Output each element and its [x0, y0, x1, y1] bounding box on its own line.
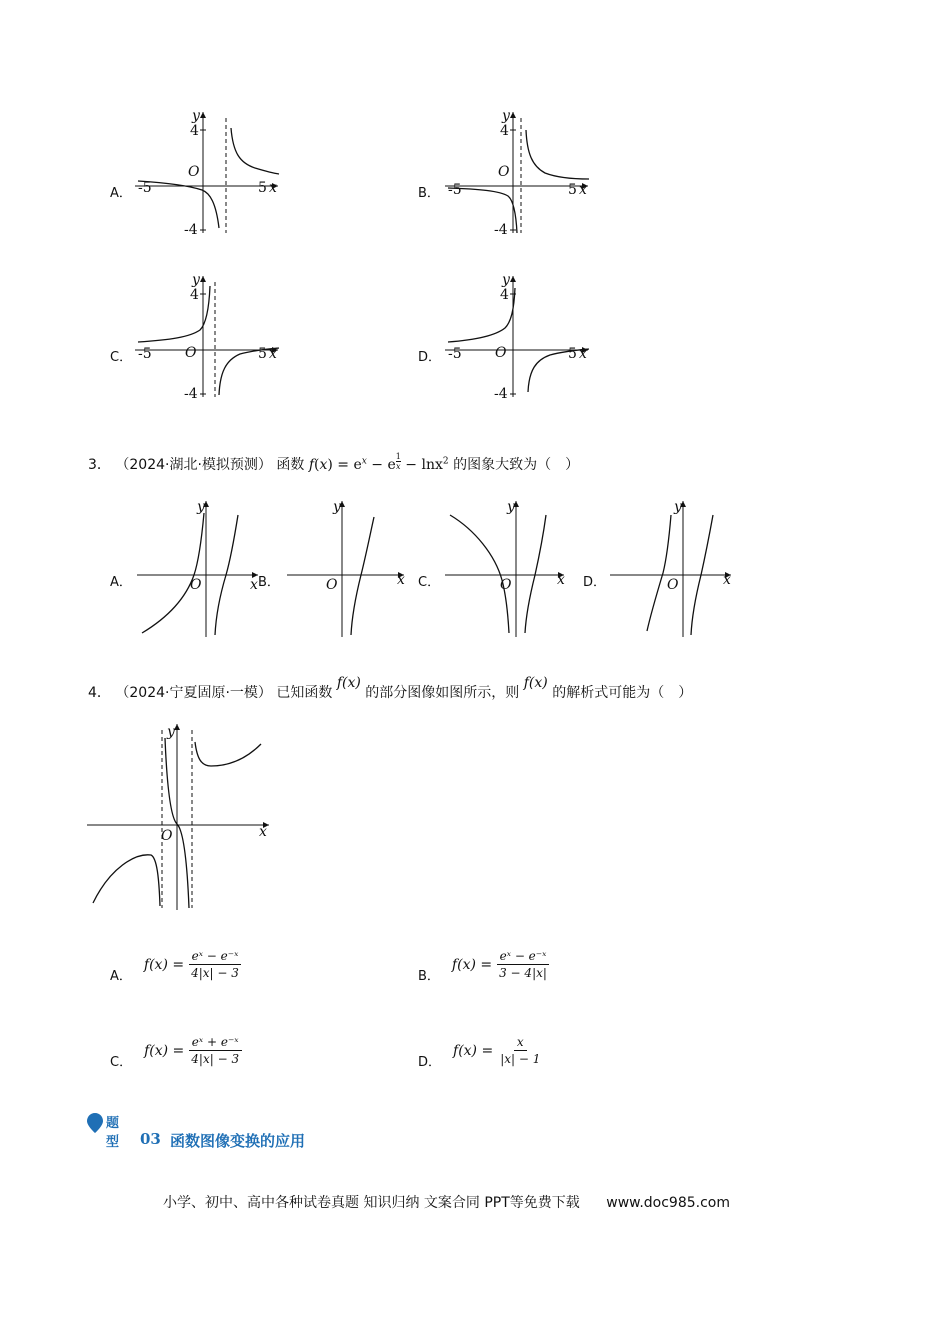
- y-axis-label: y: [197, 499, 205, 515]
- y-axis-label: y: [674, 499, 682, 515]
- q4-option-a-lhs: f(x) =: [143, 956, 185, 973]
- y-tick-top: 4: [190, 123, 199, 139]
- q3-option-a-graph: [132, 495, 262, 640]
- q4-option-a-denominator: 4|x| − 3: [191, 966, 239, 980]
- q4-option-c[interactable]: [110, 1031, 242, 1070]
- q2-option-b-graph: [440, 108, 595, 238]
- q3-number: 3．: [88, 457, 111, 473]
- question-3: 3． （2024·湖北·模拟预测） 函数 $f(x) = e^x - e$ $^{\frac{1}{x}}$ − lnx$^2$ 的图象大致为（ ）: [88, 452, 580, 473]
- q2-option-c-graph: [130, 272, 285, 402]
- footer: [163, 1192, 730, 1212]
- q2-option-c-label[interactable]: C．: [110, 350, 133, 365]
- q4-option-d-lhs: f(x) =: [453, 1042, 494, 1059]
- section-tag: 题型: [106, 1116, 120, 1150]
- q4-option-c-numerator: eˣ + e⁻ˣ: [189, 1035, 242, 1051]
- q3-expr-a: = e: [337, 457, 362, 473]
- y-tick-bottom: -4: [184, 386, 198, 402]
- y-axis-label: y: [502, 108, 510, 124]
- x-tick-right: 5: [258, 180, 267, 196]
- q4-text-3: 的解析式可能为（ ）: [552, 685, 693, 701]
- q2-option-d-graph: [440, 272, 595, 402]
- q3-prefix: 函数: [276, 457, 305, 473]
- footer-text: 小学、初中、高中各种试卷真题 知识归纳 文案合同 PPT等免费下载: [163, 1195, 580, 1211]
- y-axis-label: y: [502, 272, 510, 288]
- y-axis-label: y: [167, 724, 175, 740]
- q3-source: （2024·湖北·模拟预测）: [115, 457, 272, 473]
- q4-option-b-numerator: eˣ − e⁻ˣ: [497, 949, 550, 965]
- origin-label: O: [161, 828, 173, 844]
- q4-text-1: 已知函数: [276, 685, 333, 701]
- section-number: 03: [140, 1130, 161, 1148]
- q4-option-c-label: C．: [110, 1055, 133, 1070]
- x-tick-left: -5: [448, 182, 462, 198]
- origin-label: O: [326, 577, 338, 593]
- q2-option-b-label[interactable]: B．: [418, 186, 440, 201]
- q4-option-d[interactable]: [418, 1031, 543, 1070]
- q4-option-b-label: B．: [418, 969, 440, 984]
- x-axis-label: x: [259, 824, 267, 840]
- q4-option-d-denominator: |x| − 1: [500, 1052, 541, 1066]
- q3-expr-b-sup-num: 1: [395, 452, 401, 461]
- y-tick-bottom: -4: [494, 386, 508, 402]
- origin-label: O: [500, 577, 512, 593]
- x-axis-label: x: [269, 346, 277, 362]
- q4-option-c-denominator: 4|x| − 3: [191, 1052, 240, 1066]
- y-axis-label: y: [192, 272, 200, 288]
- x-tick-left: -5: [138, 346, 152, 362]
- q3-expr-b-sup-den: x: [396, 462, 401, 471]
- q3-func-name: f: [308, 457, 314, 473]
- q4-source: （2024·宁夏固原·一模）: [115, 685, 272, 701]
- origin-label: O: [498, 164, 510, 180]
- q4-option-b-lhs: f(x) =: [451, 956, 493, 973]
- q4-option-d-label: D．: [418, 1055, 442, 1070]
- question-4: [88, 675, 693, 702]
- x-tick-right: 5: [568, 182, 577, 198]
- origin-label: O: [190, 577, 202, 593]
- q2-option-a-graph: [130, 108, 285, 238]
- q4-option-c-lhs: f(x) =: [144, 1042, 185, 1059]
- q4-func-1: f(x): [336, 675, 361, 691]
- y-axis-label: y: [507, 499, 515, 515]
- q3-option-d-graph: [605, 495, 737, 640]
- x-tick-right: 5: [568, 346, 577, 362]
- q4-graph: [85, 718, 275, 913]
- y-axis-label: y: [192, 108, 200, 124]
- q4-option-b[interactable]: [418, 945, 550, 984]
- y-axis-label: y: [333, 499, 341, 515]
- x-axis-label: x: [250, 577, 258, 593]
- q3-expr-a-sup: x: [361, 456, 367, 467]
- x-axis-label: x: [579, 182, 587, 198]
- y-tick-top: 4: [500, 123, 509, 139]
- x-axis-label: x: [397, 572, 405, 588]
- q4-option-a-label: A．: [110, 969, 132, 984]
- q4-option-a[interactable]: [110, 945, 242, 984]
- x-tick-left: -5: [448, 346, 462, 362]
- q3-option-a-label[interactable]: A．: [110, 575, 132, 590]
- x-axis-label: x: [723, 572, 731, 588]
- x-tick-left: -5: [138, 180, 152, 196]
- q3-option-b-label[interactable]: B．: [258, 575, 280, 590]
- x-axis-label: x: [557, 572, 565, 588]
- section-title: 函数图像变换的应用: [170, 1132, 306, 1150]
- location-pin-icon: [86, 1112, 104, 1134]
- q3-expr-c-sup: 2: [442, 456, 449, 467]
- q3-suffix: 的图象大致为（ ）: [453, 457, 580, 473]
- q3-option-b-graph: [282, 495, 412, 640]
- q4-option-a-numerator: eˣ − e⁻ˣ: [189, 949, 242, 965]
- x-axis-label: x: [269, 180, 277, 196]
- q4-func-2: f(x): [523, 675, 548, 691]
- y-tick-bottom: -4: [494, 222, 508, 238]
- q2-option-d-label[interactable]: D．: [418, 350, 442, 365]
- origin-label: O: [185, 345, 197, 361]
- q4-number: 4．: [88, 685, 111, 701]
- q2-option-a-label[interactable]: A．: [110, 186, 132, 201]
- origin-label: O: [495, 345, 507, 361]
- q4-text-2: 的部分图像如图所示，则: [365, 685, 520, 701]
- origin-label: O: [188, 164, 200, 180]
- footer-url[interactable]: www.doc985.com: [606, 1195, 730, 1211]
- origin-label: O: [667, 577, 679, 593]
- q4-option-d-numerator: x: [514, 1035, 527, 1051]
- q3-option-d-label[interactable]: D．: [583, 575, 607, 590]
- y-tick-top: 4: [500, 287, 509, 303]
- q3-func-arg: x: [319, 457, 328, 473]
- q3-option-c-label[interactable]: C．: [418, 575, 441, 590]
- q3-expr-b: − e: [366, 457, 396, 473]
- x-tick-right: 5: [258, 346, 267, 362]
- y-tick-top: 4: [190, 287, 199, 303]
- x-axis-label: x: [579, 346, 587, 362]
- q3-option-c-graph: [440, 495, 570, 640]
- y-tick-bottom: -4: [184, 222, 198, 238]
- q3-expr-c: − lnx: [400, 457, 443, 473]
- q4-option-b-denominator: 3 − 4|x|: [499, 966, 547, 980]
